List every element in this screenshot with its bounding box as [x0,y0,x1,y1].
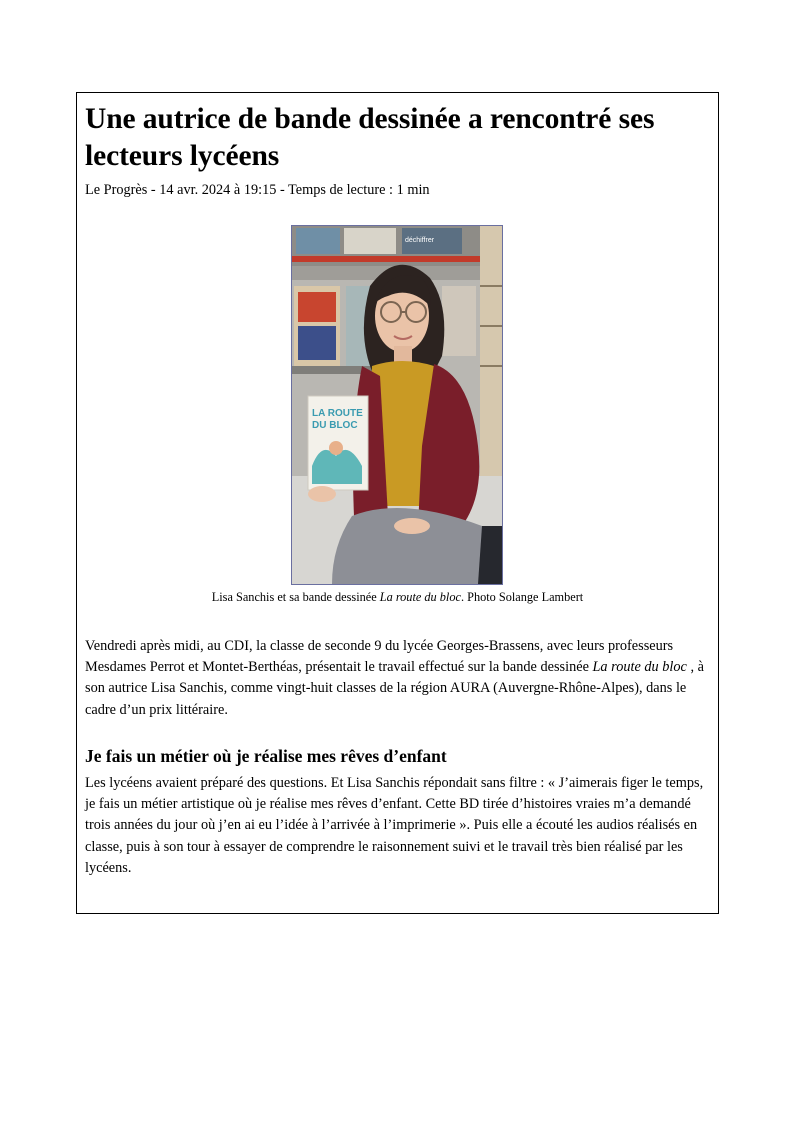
shelf-sign: déchiffrer [405,237,435,244]
section-subheading: Je fais un métier où je réalise mes rêves d’enfant [85,746,447,766]
article-photo [291,225,503,585]
article-byline: Le Progrès - 14 avr. 2024 à 19:15 - Temps de lecture : 1 min [85,182,430,198]
paragraph-intro-text-end: , à son autrice Lisa Sanchis, comme vingt-huit classes de la région AURA (Auvergne-Rhône-Alpes), dans le cadre d’un prix littéraire. [85,659,704,718]
paragraph-intro-text: Vendredi après midi, au CDI, la classe de seconde 9 du lycée Georges-Brassens, avec leurs professeurs Mesdames Perrot et Montet-Berthéas, présentait le travail effectué sur la bande dessinée [85,638,674,676]
caption-book-title: La route du bloc [379,590,461,604]
book-title-line2: DU BLOC [312,420,358,431]
caption-credit: . Photo Solange Lambert [460,590,584,604]
caption-text: Lisa Sanchis et sa bande dessinée [211,590,380,604]
article-title: Une autrice de bande dessinée a rencontré ses lecteurs lycéens [85,103,655,172]
paragraph-intro-book-title: La route du bloc [592,659,687,676]
paragraph-intro [85,636,715,721]
author-photo-illustration [292,226,502,584]
article-frame [76,92,719,914]
book-title-line1: LA ROUTE [312,408,363,419]
photo-caption [77,589,718,605]
paragraph-quote: Les lycéens avaient préparé des questions. Et Lisa Sanchis répondait sans filtre : « J’aimerais figer le temps, je fais un métier artistique où je réalise mes rêves d’enfant. Cette BD tirée d’histoires vraies m’a demandé trois années du jour où j’en ai eu l’idée à l’arrivée à l’imprimerie ». Puis elle a écouté les audios réalisés en classe, puis à son tour à essayer de comprendre le raisonnement suivi et le travail très bien réalisé par les lycéens. [85,775,704,876]
